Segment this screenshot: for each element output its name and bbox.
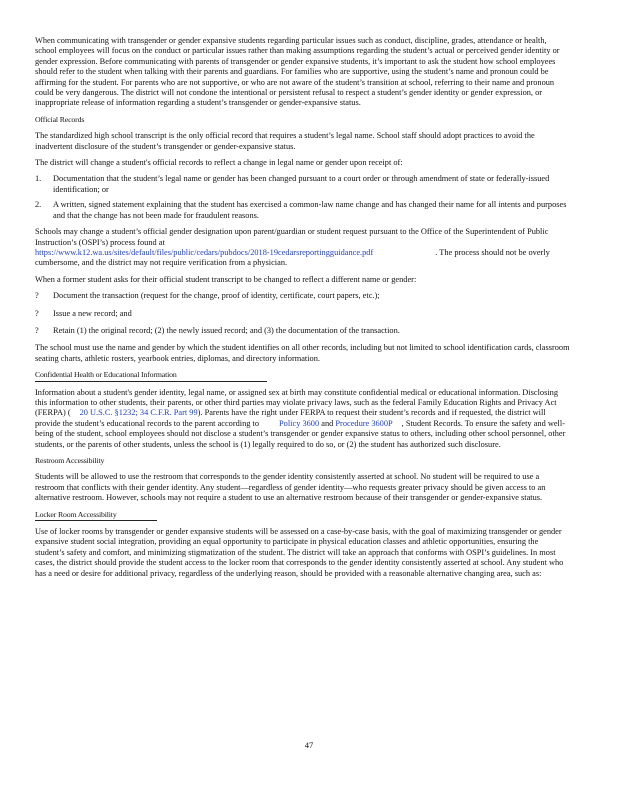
list-marker: ?: [35, 291, 39, 301]
and-word: and: [321, 418, 334, 428]
ospi-text-after: . The process should not be overly cumbersome, and the district may not require verification from a physician.: [35, 247, 550, 268]
paragraph-communicating: When communicating with transgender or gender expansive students regarding particular issues such as conduct, discipline, grades, attendance or health, school employees will focus on the conduct or particular issues rather than making assumptions regarding the student’s actual or perceived gender identity or gender expression. Before communicating with parents of transgender or gender expansive students, it’s important to ask the student how school employees should refer to the student when talking with their parents and guardians. For families who are supportive, using the student’s name and pronoun could be affirming for the student. For parents who are not supportive, or who are not aware of the student’s transition at school, referring to their name and pronoun could be very dangerous. The district will not condone the intentional or persistent refusal to respect a student’s gender identity or gender expression, or inappropriate release of information regarding a student’s transgender or gender-expansive status.: [35, 36, 560, 108]
ospi-text-before: Schools may change a student’s official gender designation upon parent/guardian or student request pursuant to the Office of the Superintendent of Public Instruction’s (OSPI’s) process found at: [35, 227, 549, 247]
transaction-list: [35, 291, 570, 336]
list-item: [35, 291, 570, 301]
list-item-text: Documentation that the student’s legal name or gender has been changed pursuant to a court order or through amendment of state or federally-issued identification; or: [53, 174, 550, 194]
confidential-text-1: Information about a student's gender identity, legal name, or assigned sex at birth may constitute confidential medical or educational information. Disclosing this information to other students, their parents, or other third parties may violate privacy laws, such as the federal Family Education Rights and Privacy Act (FERPA) (: [35, 387, 558, 418]
paragraph-former-student: When a former student asks for their official student transcript to be changed to reflect a different name or gender:: [35, 274, 417, 284]
page-number: 47: [304, 740, 314, 750]
list-item-text: Issue a new record; and: [53, 308, 132, 318]
confidential-text-3: , Student Records. To ensure the safety and well-being of the student, school employees should not disclose a student’s transgender or gender expansive status to others, including other school personnel, other students, or the parents of other students, unless the school is (1) legally required to do so, or (2) the student has authorized such disclosure.: [35, 418, 566, 449]
procedure-3600p-link[interactable]: Procedure 3600P: [335, 418, 393, 428]
list-item: [35, 326, 570, 336]
confidential-text-2: ). Parents have the right under FERPA to request their student’s records and if requested, the district will provide the student’s educational records to the parent according to: [35, 408, 546, 428]
heading-locker-room-accessibility: Locker Room Accessibility: [35, 510, 157, 521]
heading-restroom-accessibility: Restroom Accessibility: [35, 456, 105, 465]
list-item: [35, 309, 570, 319]
list-item: [35, 200, 570, 221]
list-marker: ?: [35, 308, 39, 318]
list-item-text: A written, signed statement explaining that the student has exercised a common-law name change and has changed their name for all intents and purposes and that the change has not been made for fraudulent reasons.: [53, 200, 567, 220]
list-item-text: Retain (1) the original record; (2) the newly issued record; and (3) the documentation of the transaction.: [53, 325, 400, 335]
ferpa-citation-link[interactable]: 20 U.S.C. §1232; 34 C.F.R. Part 99: [79, 408, 198, 418]
policy-3600-link[interactable]: Policy 3600: [279, 418, 320, 428]
paragraph-district-change: The district will change a student's official records to reflect a change in legal name or gender upon receipt of:: [35, 158, 403, 168]
paragraph-confidential: [35, 388, 570, 450]
document-body: [35, 36, 570, 585]
list-marker: ?: [35, 325, 39, 335]
paragraph-restroom: Students will be allowed to use the restroom that corresponds to the gender identity consistently asserted at school. No student will be required to use a restroom that conflicts with their gender identity. Any student—regardless of gender identity—who requests greater privacy should be given access to an alternative restroom. However, schools may not require a student to use an alternative restroom because of their transgender or gender-expansive status.: [35, 472, 546, 503]
list-item: [35, 174, 570, 195]
list-marker: 1.: [35, 174, 42, 184]
paragraph-locker-room: Use of locker rooms by transgender or gender expansive students will be assessed on a case-by-case basis, with the goal of maximizing transgender or gender expansive student social integration, providing an equal opportunity to participate in physical education classes and athletic opportunities, ensuring the student’s safety and comfort, and minimizing stigmatization of the student. The district will take an approach that conforms with OSPI’s guidelines. In most cases, the district should provide the student access to the locker room that corresponds to the gender identity consistently asserted at school. Any student who has a need or desire for additional privacy, regardless of the underlying reason, should be provided with a reasonable alternative changing area, such as:: [35, 527, 564, 578]
numbered-list: [35, 174, 570, 221]
paragraph-must-use-name: The school must use the name and gender by which the student identifies on all other records, including but not limited to school identification cards, classroom seating charts, athletic rosters, yearbook entries, diplomas, and directory information.: [35, 343, 570, 363]
list-marker: 2.: [35, 200, 42, 210]
paragraph-transcript: The standardized high school transcript is the only official record that requires a student’s legal name. School staff should adopt practices to avoid the inadvertent disclosure of the student’s transgender or gender-expansive status.: [35, 131, 535, 151]
heading-official-records: Official Records: [35, 114, 85, 124]
heading-confidential-information: Confidential Health or Educational Information: [35, 370, 267, 381]
paragraph-ospi: [35, 227, 570, 269]
list-item-text: Document the transaction (request for the change, proof of identity, certificate, court papers, etc.);: [53, 291, 380, 301]
ospi-guidance-link[interactable]: https://www.k12.wa.us/sites/default/files/public/cedars/pubdocs/2018-19cedarsreportingguidance.pdf: [35, 247, 374, 257]
